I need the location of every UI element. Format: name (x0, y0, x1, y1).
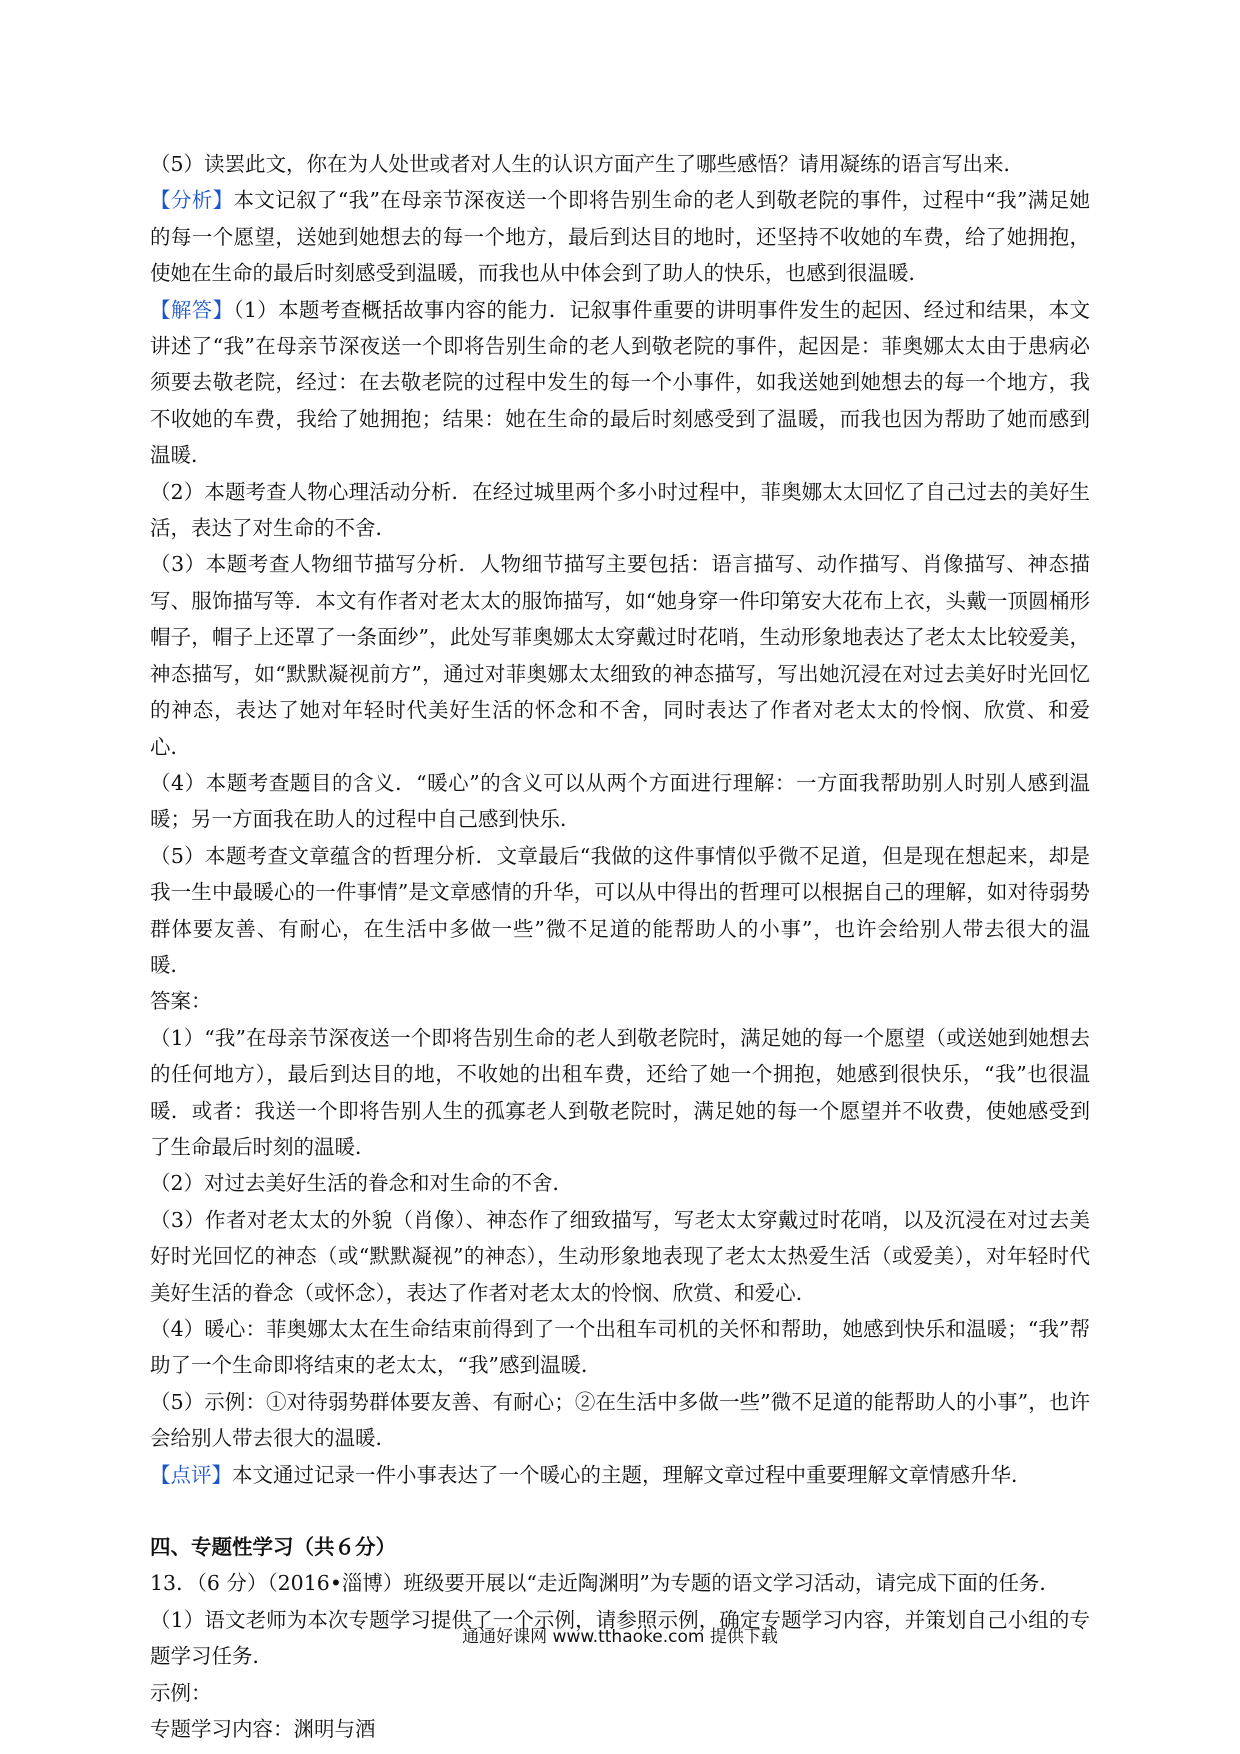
solution-paragraph-4: （4）本题考查题目的含义．“暖心”的含义可以从两个方面进行理解：一方面我帮助别人时别人感到温暖；另一方面我在助人的过程中自己感到快乐． (150, 770, 1090, 832)
analysis-text: 本文记叙了“我”在母亲节深夜送一个即将告别生命的老人到敬老院的事件，过程中“我”满足她的每一个愿望，送她到她想去的每一个地方，最后到达目的地时，还坚持不收她的车费，给了她拥抱，使她在生命的最后时刻感受到温暖，而我也从中体会到了助人的快乐，也感到很温暖． (150, 188, 1091, 286)
solution-tag: 【解答】 (150, 297, 234, 322)
comment-text: 本文通过记录一件小事表达了一个暖心的主题，理解文章过程中重要理解文章情感升华． (232, 1462, 1032, 1487)
question-5-prompt: （5）读罢此文，你在为人处世或者对人生的认识方面产生了哪些感悟？请用凝练的语言写出来． (150, 152, 1025, 176)
answer-3: （3）作者对老太太的外貌（肖像）、神态作了细致描写，写老太太穿戴过时花哨，以及沉浸在对过去美好时光回忆的神态（或“默默凝视”的神态），生动形象地表现了老太太热爱生活（或爱美），对年轻时代美好生活的眷念（或怀念），表达了作者对老太太的怜悯、欣赏、和爱心． (150, 1207, 1090, 1305)
solution-paragraph-3: （3）本题考查人物细节描写分析．人物细节描写主要包括：语言描写、动作描写、肖像描写、神态描写、服饰描写等．本文有作者对老太太的服饰描写，如“她身穿一件印第安大花布上衣，头戴一顶圆桶形帽子，帽子上还罩了一条面纱”，此处写菲奥娜太太穿戴过时花哨，生动形象地表达了老太太比较爱美，神态描写，如“默默凝视前方”，通过对菲奥娜太太细致的神态描写，写出她沉浸在对过去美好时光回忆的神态，表达了她对年轻时代美好生活的怀念和不舍，同时表达了作者对老太太的怜悯、欣赏、和爱心． (150, 552, 1090, 759)
analysis-tag: 【分析】 (150, 188, 234, 213)
solution-paragraph-2: （2）本题考查人物心理活动分析．在经过城里两个多小时过程中，菲奥娜太太回忆了自己过去的美好生活，表达了对生命的不舍． (150, 479, 1090, 541)
question-13-part-1: （1）语文老师为本次专题学习提供了一个示例，请参照示例，确定专题学习内容，并策划自己小组的专题学习任务． (150, 1607, 1090, 1669)
document-body (150, 146, 1090, 1747)
comment-paragraph (150, 1457, 1090, 1493)
answer-4: （4）暖心：菲奥娜太太在生命结束前得到了一个出租车司机的关怀和帮助，她感到快乐和温暖；“我”帮助了一个生命即将结束的老太太，“我”感到温暖． (150, 1317, 1090, 1378)
question-13: 13．（6 分）（2016•淄博）班级要开展以“走近陶渊明”为专题的语文学习活动，请完成下面的任务． (150, 1571, 1060, 1596)
solution-text-1: （1）本题考查概括故事内容的能力．记叙事件重要的讲明事件发生的起因、经过和结果，本文讲述了“我”在母亲节深夜送一个即将告别生命的老人到敬老院的事件，起因是：菲奥娜太太由于患病必须要去敬老院，经过：在去敬老院的过程中发生的每一个小事件，如我送她到她想去的每一个地方，我不收她的车费，我给了她拥抱；结果：她在生命的最后时刻感受到了温暖，而我也因为帮助了她而感到温暖． (150, 297, 1090, 468)
solution-paragraph-1 (150, 292, 1090, 474)
answer-1: （1）“我”在母亲节深夜送一个即将告别生命的老人到敬老院时，满足她的每一个愿望（或送她到她想去的任何地方），最后到达目的地，不收她的出租车费，还给了她一个拥抱，她感到很快乐，“我”也很温暖．或者：我送一个即将告别人生的孤寡老人到敬老院时，满足她的每一个愿望并不收费，使她感受到了生命最后时刻的温暖． (150, 1025, 1090, 1159)
footer-watermark: 通通好课网 www.tthaoke.com 提供下载 (462, 1627, 778, 1647)
example-label: 示例： (150, 1680, 212, 1705)
section-4-title: 四、专题性学习（共６分） (150, 1535, 396, 1560)
answer-label: 答案： (150, 989, 212, 1014)
analysis-paragraph (150, 182, 1090, 291)
answer-5: （5）示例：①对待弱势群体要友善、有耐心；②在生活中多做一些”微不足道的能帮助人的小事”，也许会给别人带去很大的温暖． (150, 1389, 1090, 1451)
answer-2: （2）对过去美好生活的眷念和对生命的不舍． (150, 1171, 574, 1196)
solution-paragraph-5: （5）本题考查文章蕴含的哲理分析．文章最后“我做的这件事情似乎微不足道，但是现在想起来，却是我一生中最暖心的一件事情”是文章感情的升华，可以从中得出的哲理可以根据自己的理解，如对待弱势群体要友善、有耐心，在生活中多做一些”微不足道的能帮助人的小事”，也许会给别人带去很大的温暖． (150, 843, 1090, 977)
comment-tag: 【点评】 (150, 1462, 232, 1487)
example-content: 专题学习内容：渊明与酒 (150, 1717, 376, 1742)
